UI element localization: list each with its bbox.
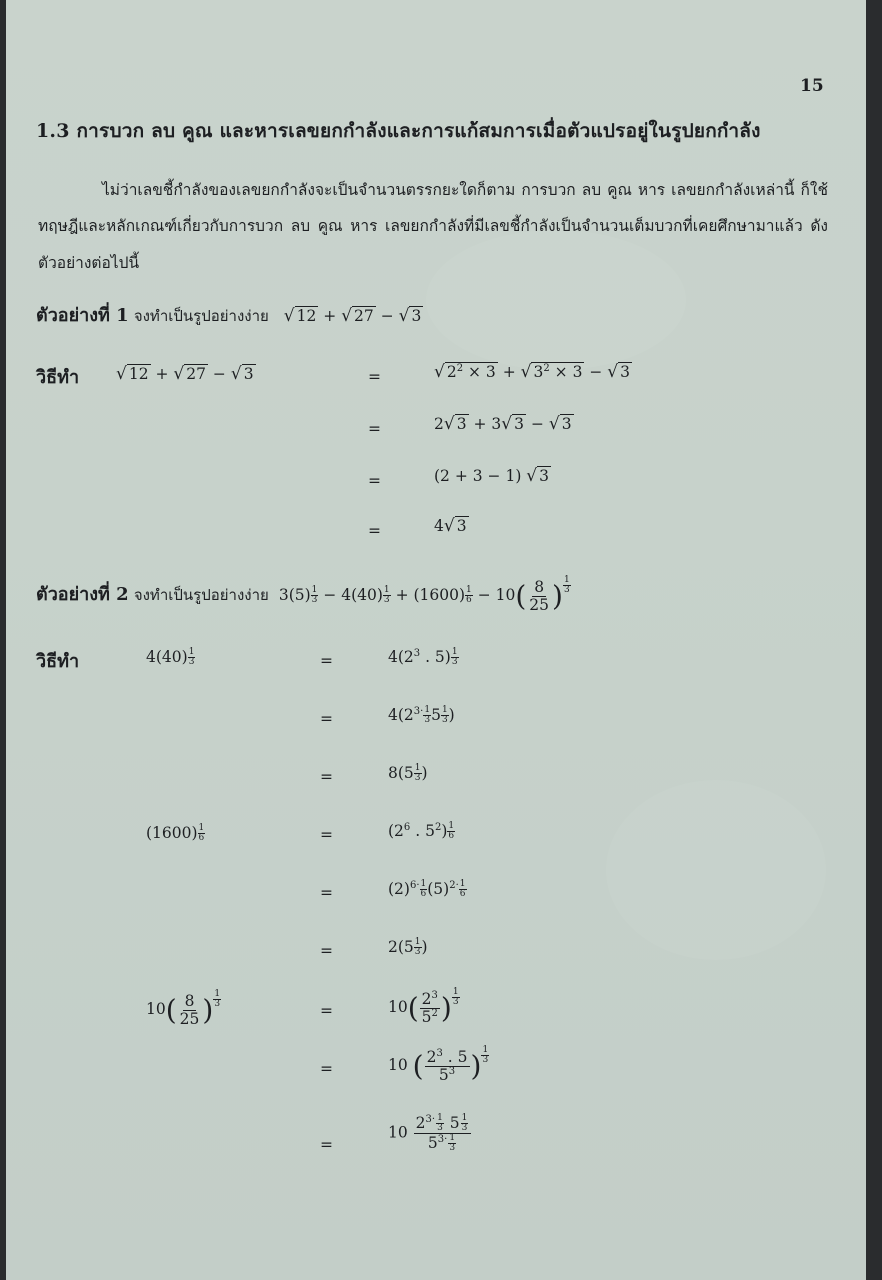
intro-paragraph: ไม่ว่าเลขชี้กำลังของเลขยกกำลังจะเป็นจำนวนตรรกยะใดก็ตาม การบวก ลบ คูณ หาร เลขยกกำลังเหล่านี้ ก็ใช้ทฤษฎีและหลักเกณฑ์เกี่ยวกับการบวก ลบ คูณ หาร เลขยกกำลังที่มีเลขชี้กำลังเป็นจำนวนเต็มบวกที่เคยศึกษามาแล้ว ดังตัวอย่างต่อไปนี้ xyxy=(38,181,828,272)
equals-sign: = xyxy=(368,420,381,438)
example-1-step-3: (2 + 3 − 1) √ 3 xyxy=(434,466,550,486)
example-2-label: ตัวอย่างที่ 2 xyxy=(36,584,129,605)
example-2-expression: 3(5) $\frac{1}{3}$ − 4(40) $\frac{1}{3}$ + (1600) $\frac{1}{6}$ − 10( $\frac{8}{25}$ ) $\frac{1}{3}$ xyxy=(273,575,570,614)
page-number: 15 xyxy=(800,76,824,96)
step-8-25-3: 10 $2^{3\cdot}$ $\frac{1}{3}$ 5 $\frac{1}{3}$ $5^{3\cdot}$ $\frac{1}{3}$ xyxy=(388,1114,472,1153)
example-1-result: 4√ 3 xyxy=(434,516,467,536)
term-1600: (1600) $\frac{1}{6}$ xyxy=(146,823,205,843)
example-1-step-2: 2√ 3 + 3√ 3 − √ 3 xyxy=(434,414,572,434)
term-4-40: 4(40) $\frac{1}{3}$ xyxy=(146,647,195,667)
textbook-page xyxy=(6,0,866,1280)
step-4-40-2: $4(2^{3\cdot}$ $\frac{1}{3}$ 5 $\frac{1}{3}$ ) xyxy=(388,705,455,725)
example-1-lhs: √ 12 + √ 27 − √ 3 xyxy=(116,364,254,384)
example-1-line xyxy=(36,300,423,329)
step-1600-1: ($2^6$ . $5^2$) $\frac{1}{6}$ xyxy=(388,821,455,841)
term-8-25: 10( $\frac{8}{25}$ ) $\frac{1}{3}$ xyxy=(146,989,221,1028)
equals-sign: = xyxy=(368,368,381,386)
equals-sign: = xyxy=(320,652,333,670)
example-2-line xyxy=(36,576,571,613)
example-1-label: ตัวอย่างที่ 1 xyxy=(36,305,129,326)
step-4-40-3: 8(5 $\frac{1}{3}$ ) xyxy=(388,763,428,783)
equals-sign: = xyxy=(320,1136,333,1154)
example-1-expression: √ 12 + √ 27 − √ 3 xyxy=(283,306,422,326)
example-1-solution-label: วิธีทำ xyxy=(36,367,80,388)
step-1600-2: $(2)^{6\cdot}$ $\frac{1}{6}$ $(5)^{2\cdot}$ $\frac{1}{6}$ xyxy=(388,879,466,899)
equals-sign: = xyxy=(320,884,333,902)
equals-sign: = xyxy=(320,1002,333,1020)
equals-sign: = xyxy=(320,826,333,844)
equals-sign: = xyxy=(320,768,333,786)
equals-sign: = xyxy=(320,710,333,728)
section-heading: 1.3 การบวก ลบ คูณ และหารเลขยกกำลังและการแก้สมการเมื่อตัวแปรอยู่ในรูปยกกำลัง xyxy=(36,120,761,142)
step-4-40-1: $4(2^3$ . 5) $\frac{1}{3}$ xyxy=(388,647,458,667)
equals-sign: = xyxy=(368,472,381,490)
example-2-instruction: จงทำเป็นรูปอย่างง่าย xyxy=(133,586,269,604)
example-1-step-1: √ $2^2 \times 3$ + √ $3^2 \times 3$ − √ 3 xyxy=(434,362,630,382)
step-8-25-2: 10 ( $\frac{2^3 . 5}{5^3}$ ) $\frac{1}{3}$ xyxy=(388,1045,489,1084)
equals-sign: = xyxy=(320,1060,333,1078)
equals-sign: = xyxy=(320,942,333,960)
step-1600-3: 2(5 $\frac{1}{3}$ ) xyxy=(388,937,428,957)
step-8-25-1: 10( $\frac{2^3}{5^2}$ ) $\frac{1}{3}$ xyxy=(388,987,459,1026)
equals-sign: = xyxy=(368,522,381,540)
example-1-instruction: จงทำเป็นรูปอย่างง่าย xyxy=(133,307,269,325)
example-2-solution-label: วิธีทำ xyxy=(36,651,80,672)
